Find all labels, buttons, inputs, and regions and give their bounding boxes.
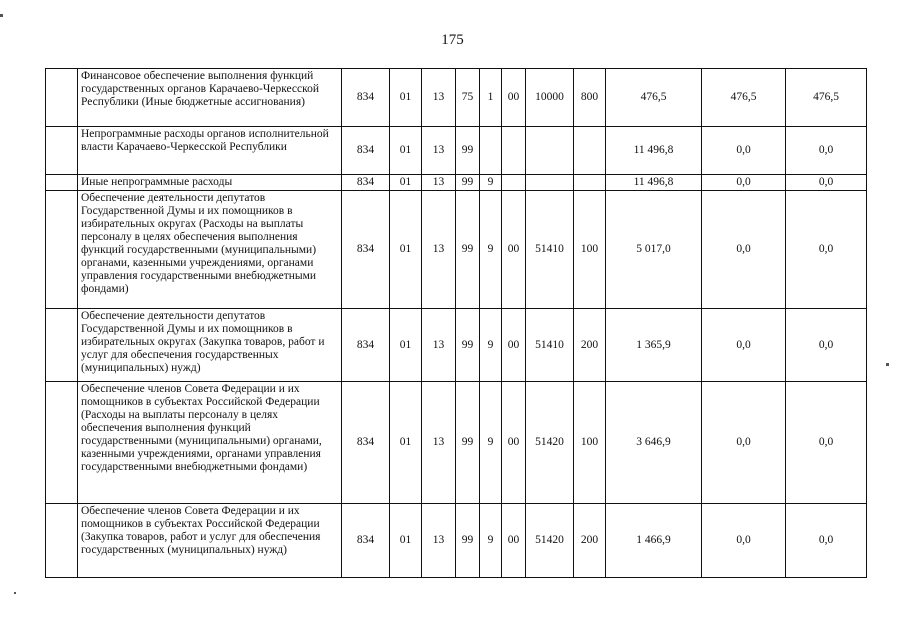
csr-program-cell: 99 [456,382,480,504]
pr-cell: 13 [422,504,456,578]
csr-event-cell: 00 [502,382,526,504]
csr-direction-cell: 51410 [526,309,574,382]
csr-subprogram-cell: 9 [480,175,502,191]
row-number-cell [46,382,78,504]
row-number-cell [46,309,78,382]
csr-direction-cell: 10000 [526,69,574,127]
row-number-cell [46,69,78,127]
sum-year2-cell: 0,0 [702,382,786,504]
pr-cell: 13 [422,309,456,382]
csr-direction-cell [526,127,574,175]
budget-table [45,68,867,578]
vr-cell: 800 [574,69,606,127]
sum-year3-cell: 0,0 [786,175,867,191]
csr-subprogram-cell: 9 [480,191,502,309]
ved-cell: 834 [342,382,390,504]
description-cell: Обеспечение деятельности депутатов Государственной Думы и их помощников в избирательных округах (Закупка товаров, работ и услуг для обеспечения государственных (муниципальных) нужд) [78,309,342,382]
csr-direction-cell: 51410 [526,191,574,309]
vr-cell: 100 [574,382,606,504]
page-number: 175 [441,32,464,48]
ved-cell: 834 [342,309,390,382]
row-number-cell [46,191,78,309]
scan-mark [886,363,889,366]
rz-cell: 01 [390,127,422,175]
sum-year2-cell: 476,5 [702,69,786,127]
sum-year2-cell: 0,0 [702,175,786,191]
sum-year1-cell: 1 365,9 [606,309,702,382]
csr-subprogram-cell: 9 [480,382,502,504]
csr-event-cell: 00 [502,309,526,382]
csr-program-cell: 99 [456,191,480,309]
pr-cell: 13 [422,127,456,175]
sum-year1-cell: 476,5 [606,69,702,127]
sum-year3-cell: 0,0 [786,191,867,309]
ved-cell: 834 [342,127,390,175]
table-row [46,175,867,191]
csr-program-cell: 99 [456,309,480,382]
rz-cell: 01 [390,309,422,382]
csr-event-cell: 00 [502,191,526,309]
csr-event-cell: 00 [502,69,526,127]
row-number-cell [46,127,78,175]
csr-subprogram-cell: 1 [480,69,502,127]
csr-subprogram-cell: 9 [480,504,502,578]
pr-cell: 13 [422,175,456,191]
csr-program-cell: 75 [456,69,480,127]
table-row [46,69,867,127]
description-cell: Обеспечение членов Совета Федерации и их помощников в субъектах Российской Федерации (Закупка товаров, работ и услуг для обеспечения государственных (муниципальных) нужд) [78,504,342,578]
sum-year2-cell: 0,0 [702,191,786,309]
csr-direction-cell [526,175,574,191]
table-row [46,191,867,309]
csr-subprogram-cell: 9 [480,309,502,382]
csr-direction-cell: 51420 [526,382,574,504]
table-row [46,309,867,382]
pr-cell: 13 [422,382,456,504]
rz-cell: 01 [390,175,422,191]
vr-cell [574,127,606,175]
description-cell: Непрограммные расходы органов исполнительной власти Карачаево-Черкесской Республики [78,127,342,175]
vr-cell [574,175,606,191]
description-cell: Обеспечение членов Совета Федерации и их помощников в субъектах Российской Федерации (Расходы на выплаты персоналу в целях обеспечения выполнения функций государственными (муниципальными) органами, казенными учреждениями, органами управления государственными внебюджетными фондами) [78,382,342,504]
sum-year1-cell: 1 466,9 [606,504,702,578]
vr-cell: 200 [574,309,606,382]
sum-year3-cell: 0,0 [786,382,867,504]
sum-year1-cell: 5 017,0 [606,191,702,309]
csr-direction-cell: 51420 [526,504,574,578]
rz-cell: 01 [390,69,422,127]
description-cell: Обеспечение деятельности депутатов Государственной Думы и их помощников в избирательных округах (Расходы на выплаты персоналу в целях обеспечения выполнения функций государственными (муниципальными) органами, казенными учреждениями, органами управления государственными внебюджетными фондами) [78,191,342,309]
sum-year2-cell: 0,0 [702,127,786,175]
sum-year3-cell: 0,0 [786,127,867,175]
scan-mark [0,14,3,17]
csr-program-cell: 99 [456,175,480,191]
row-number-cell [46,175,78,191]
table-row [46,504,867,578]
sum-year3-cell: 0,0 [786,504,867,578]
table-row [46,382,867,504]
csr-event-cell: 00 [502,504,526,578]
vr-cell: 200 [574,504,606,578]
ved-cell: 834 [342,504,390,578]
rz-cell: 01 [390,191,422,309]
pr-cell: 13 [422,191,456,309]
sum-year1-cell: 3 646,9 [606,382,702,504]
sum-year2-cell: 0,0 [702,504,786,578]
ved-cell: 834 [342,175,390,191]
scan-mark [14,592,16,594]
vr-cell: 100 [574,191,606,309]
csr-event-cell [502,127,526,175]
csr-subprogram-cell [480,127,502,175]
row-number-cell [46,504,78,578]
sum-year3-cell: 0,0 [786,309,867,382]
sum-year2-cell: 0,0 [702,309,786,382]
rz-cell: 01 [390,504,422,578]
description-cell: Иные непрограммные расходы [78,175,342,191]
ved-cell: 834 [342,191,390,309]
description-cell: Финансовое обеспечение выполнения функций государственных органов Карачаево-Черкесской Республики (Иные бюджетные ассигнования) [78,69,342,127]
ved-cell: 834 [342,69,390,127]
csr-program-cell: 99 [456,504,480,578]
pr-cell: 13 [422,69,456,127]
sum-year1-cell: 11 496,8 [606,175,702,191]
rz-cell: 01 [390,382,422,504]
sum-year3-cell: 476,5 [786,69,867,127]
csr-program-cell: 99 [456,127,480,175]
csr-event-cell [502,175,526,191]
sum-year1-cell: 11 496,8 [606,127,702,175]
table-row [46,127,867,175]
